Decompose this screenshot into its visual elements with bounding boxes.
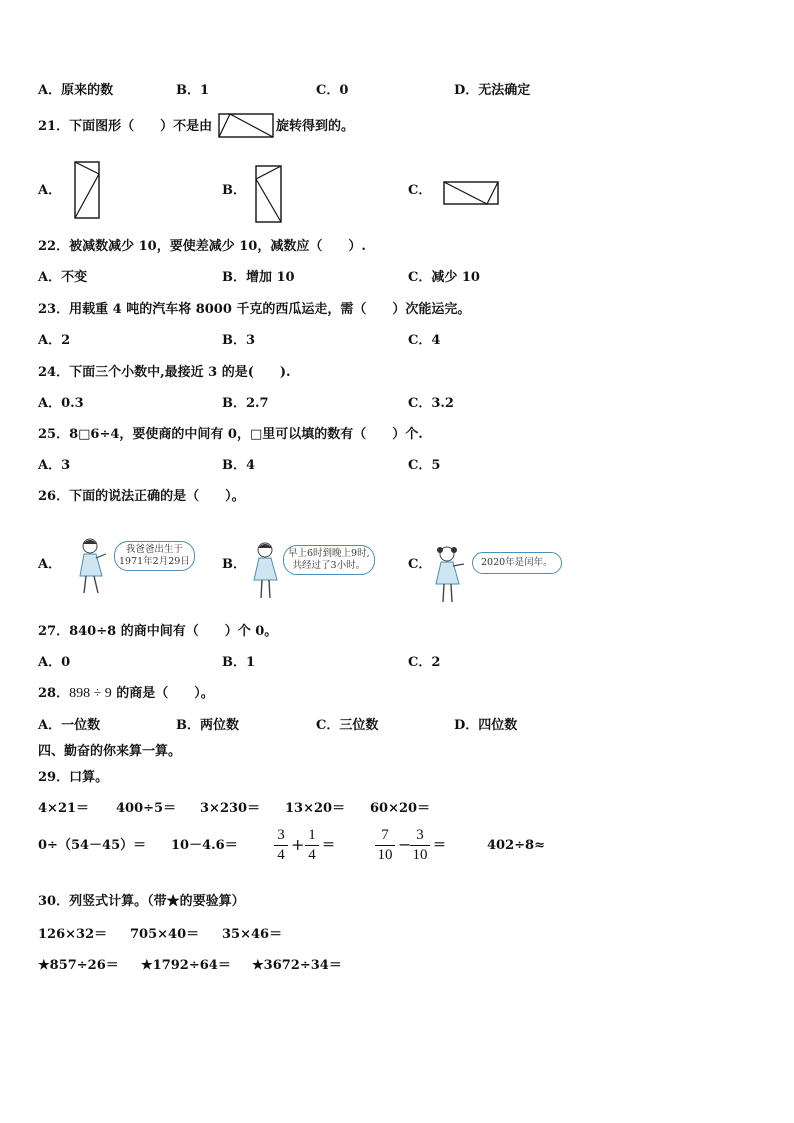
section-title: 四、勤奋的你来算一算。 [38,744,182,759]
option-a: A． [38,557,62,572]
equals-sign: ＝ [433,838,447,853]
option-d: D．无法确定 [454,83,531,98]
rotated-figure-c [443,181,499,205]
speech-bubble-a: 我爸爸出生于 1971年2月29日 [114,541,195,571]
speech-bubble-b: 早上6时到晚上9时, 共经过了3小时。 [283,545,375,575]
option-b: B． [222,183,246,198]
option-a: A．一位数 [38,718,101,733]
option-a: A．0.3 [38,396,84,411]
question-28: 28．898 ÷ 9 的商是（ ）。 [38,686,214,701]
calc-item: ★857÷26＝ [38,958,119,973]
option-c: C．三位数 [316,718,379,733]
calc-item: 10－4.6＝ [171,838,238,853]
calc-item: 3×230＝ [200,801,261,816]
fraction: 7 10 [375,827,395,864]
question-24: 24．下面三个小数中,最接近 3 的是( ). [38,365,291,380]
calc-item: 13×20＝ [285,801,346,816]
option-c: C．4 [408,333,441,348]
calc-item: 705×40＝ [130,927,200,942]
option-c: C． [408,557,432,572]
calc-item: 400÷5＝ [116,801,177,816]
option-b: B．2.7 [222,396,269,411]
option-c: C．5 [408,458,441,473]
question-22: 22．被减数减少 10，要使差减少 10，减数应（ ）. [38,239,366,254]
option-a: A．2 [38,333,71,348]
girl-illustration-a [72,536,112,598]
rotated-figure-a [74,161,100,219]
option-a: A．原来的数 [38,83,114,98]
question-21-stem-suffix: 旋转得到的。 [276,119,355,134]
option-b: B．3 [222,333,256,348]
rotated-figure-b [255,165,282,223]
option-c: C．3.2 [408,396,454,411]
option-b: B．4 [222,458,256,473]
calc-item: ★1792÷64＝ [141,958,231,973]
reference-rectangle-figure [218,113,274,138]
option-c: C．0 [316,83,349,98]
fraction: 3 4 [274,827,288,864]
fraction: 1 4 [305,827,319,864]
option-b: B． [222,557,246,572]
option-b: B．两位数 [176,718,239,733]
fraction: 3 10 [410,827,430,864]
calc-item: ★3672÷34＝ [252,958,342,973]
question-30: 30．列竖式计算。（带★的要验算） [38,894,245,909]
option-d: D．四位数 [454,718,518,733]
option-a: A．不变 [38,270,88,285]
plus-sign: + [291,835,305,854]
option-a: A．0 [38,655,71,670]
calc-item: 4×21＝ [38,801,90,816]
minus-sign: − [398,835,412,854]
question-26: 26．下面的说法正确的是（ ）。 [38,489,245,504]
option-a: A．3 [38,458,71,473]
calc-item: 126×32＝ [38,927,108,942]
calc-item: 35×46＝ [222,927,283,942]
question-29: 29．口算。 [38,770,109,785]
division-expression: 898 ÷ 9 [69,686,112,701]
option-c: C． [408,183,432,198]
calc-item: 60×20＝ [370,801,431,816]
question-21-stem-prefix: 21．下面图形（ ）不是由 [38,119,213,134]
option-c: C．2 [408,655,441,670]
question-23: 23．用载重 4 吨的汽车将 8000 千克的西瓜运走，需（ ）次能运完。 [38,302,471,317]
speech-bubble-c: 2020年是闰年。 [472,552,562,574]
question-27: 27．840÷8 的商中间有（ ）个 0。 [38,624,278,639]
girl-illustration-c [432,544,468,606]
option-b: B．1 [222,655,256,670]
girl-illustration-b [250,540,282,602]
option-b: B．1 [176,83,210,98]
calc-item: 0÷（54－45）＝ [38,838,147,853]
calc-item: 402÷8≈ [487,838,545,853]
option-c: C．减少 10 [408,270,480,285]
question-25: 25．8□6÷4，要使商的中间有 0，□里可以填的数有（ ）个. [38,427,423,442]
equals-sign: ＝ [322,838,336,853]
option-b: B．增加 10 [222,270,295,285]
option-a: A． [38,183,62,198]
